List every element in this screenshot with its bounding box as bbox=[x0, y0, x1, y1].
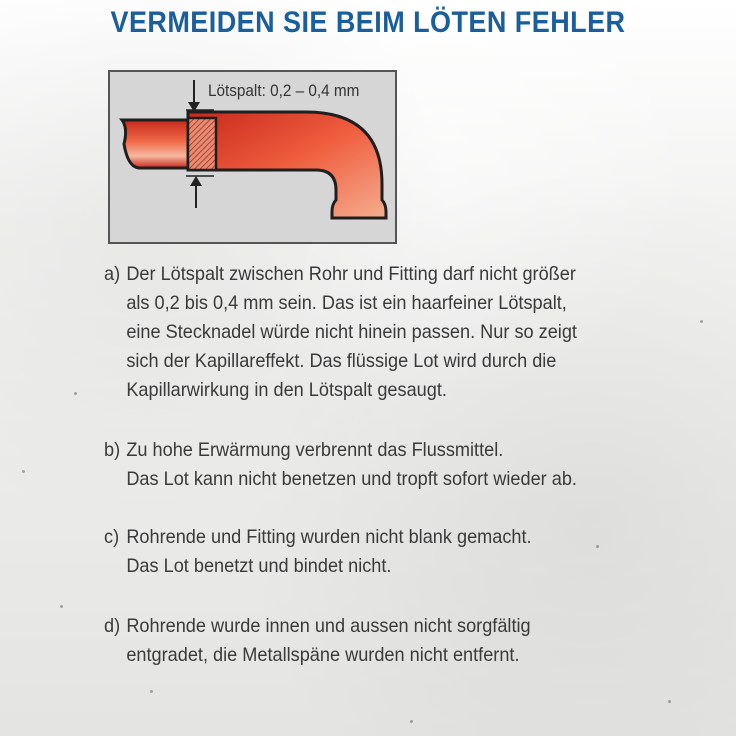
texture-speck bbox=[22, 470, 25, 473]
item-text bbox=[126, 523, 717, 581]
item-line: Der Lötspalt zwischen Rohr und Fitting darf nicht größer bbox=[126, 263, 576, 285]
list-item bbox=[104, 612, 718, 670]
error-list bbox=[104, 260, 724, 670]
item-line: Das Lot benetzt und bindet nicht. bbox=[126, 555, 392, 577]
item-text bbox=[126, 260, 717, 405]
solder-gap-diagram bbox=[108, 70, 397, 244]
item-letter: b) bbox=[104, 439, 121, 461]
texture-speck bbox=[74, 392, 77, 395]
item-text bbox=[126, 612, 717, 670]
item-line: eine Stecknadel würde nicht hinein passen. Nur so zeigt bbox=[126, 321, 577, 343]
item-line: als 0,2 bis 0,4 mm sein. Das ist ein haarfeiner Lötspalt, bbox=[126, 292, 567, 314]
texture-speck bbox=[60, 605, 63, 608]
elbow-fitting bbox=[188, 112, 386, 218]
item-letter: c) bbox=[104, 526, 120, 548]
item-line: Rohrende und Fitting wurden nicht blank gemacht. bbox=[126, 526, 532, 548]
item-line: Kapillarwirkung in den Lötspalt gesaugt. bbox=[126, 379, 447, 401]
item-text bbox=[126, 436, 717, 494]
gap-arrowhead-bottom bbox=[190, 176, 202, 186]
item-line: Das Lot kann nicht benetzen und tropft sofort wieder ab. bbox=[126, 468, 577, 490]
texture-speck bbox=[668, 700, 671, 703]
item-line: entgradet, die Metallspäne wurden nicht entfernt. bbox=[126, 644, 520, 666]
texture-speck bbox=[150, 690, 153, 693]
texture-speck bbox=[410, 720, 413, 723]
list-item bbox=[104, 436, 718, 494]
item-letter: d) bbox=[104, 615, 121, 637]
item-letter: a) bbox=[104, 263, 121, 285]
item-line: sich der Kapillareffekt. Das flüssige Lot wird durch die bbox=[126, 350, 557, 372]
pipe bbox=[122, 120, 190, 168]
list-item bbox=[104, 523, 718, 581]
item-line: Zu hohe Erwärmung verbrennt das Flussmittel. bbox=[126, 439, 504, 461]
solder-gap-label: Lötspalt: 0,2 – 0,4 mm bbox=[208, 81, 360, 100]
page-title: VERMEIDEN SIE BEIM LÖTEN FEHLER bbox=[110, 6, 626, 39]
list-item bbox=[104, 260, 718, 405]
solder-gap bbox=[188, 118, 216, 170]
item-line: Rohrende wurde innen und aussen nicht sorgfältig bbox=[126, 615, 531, 637]
